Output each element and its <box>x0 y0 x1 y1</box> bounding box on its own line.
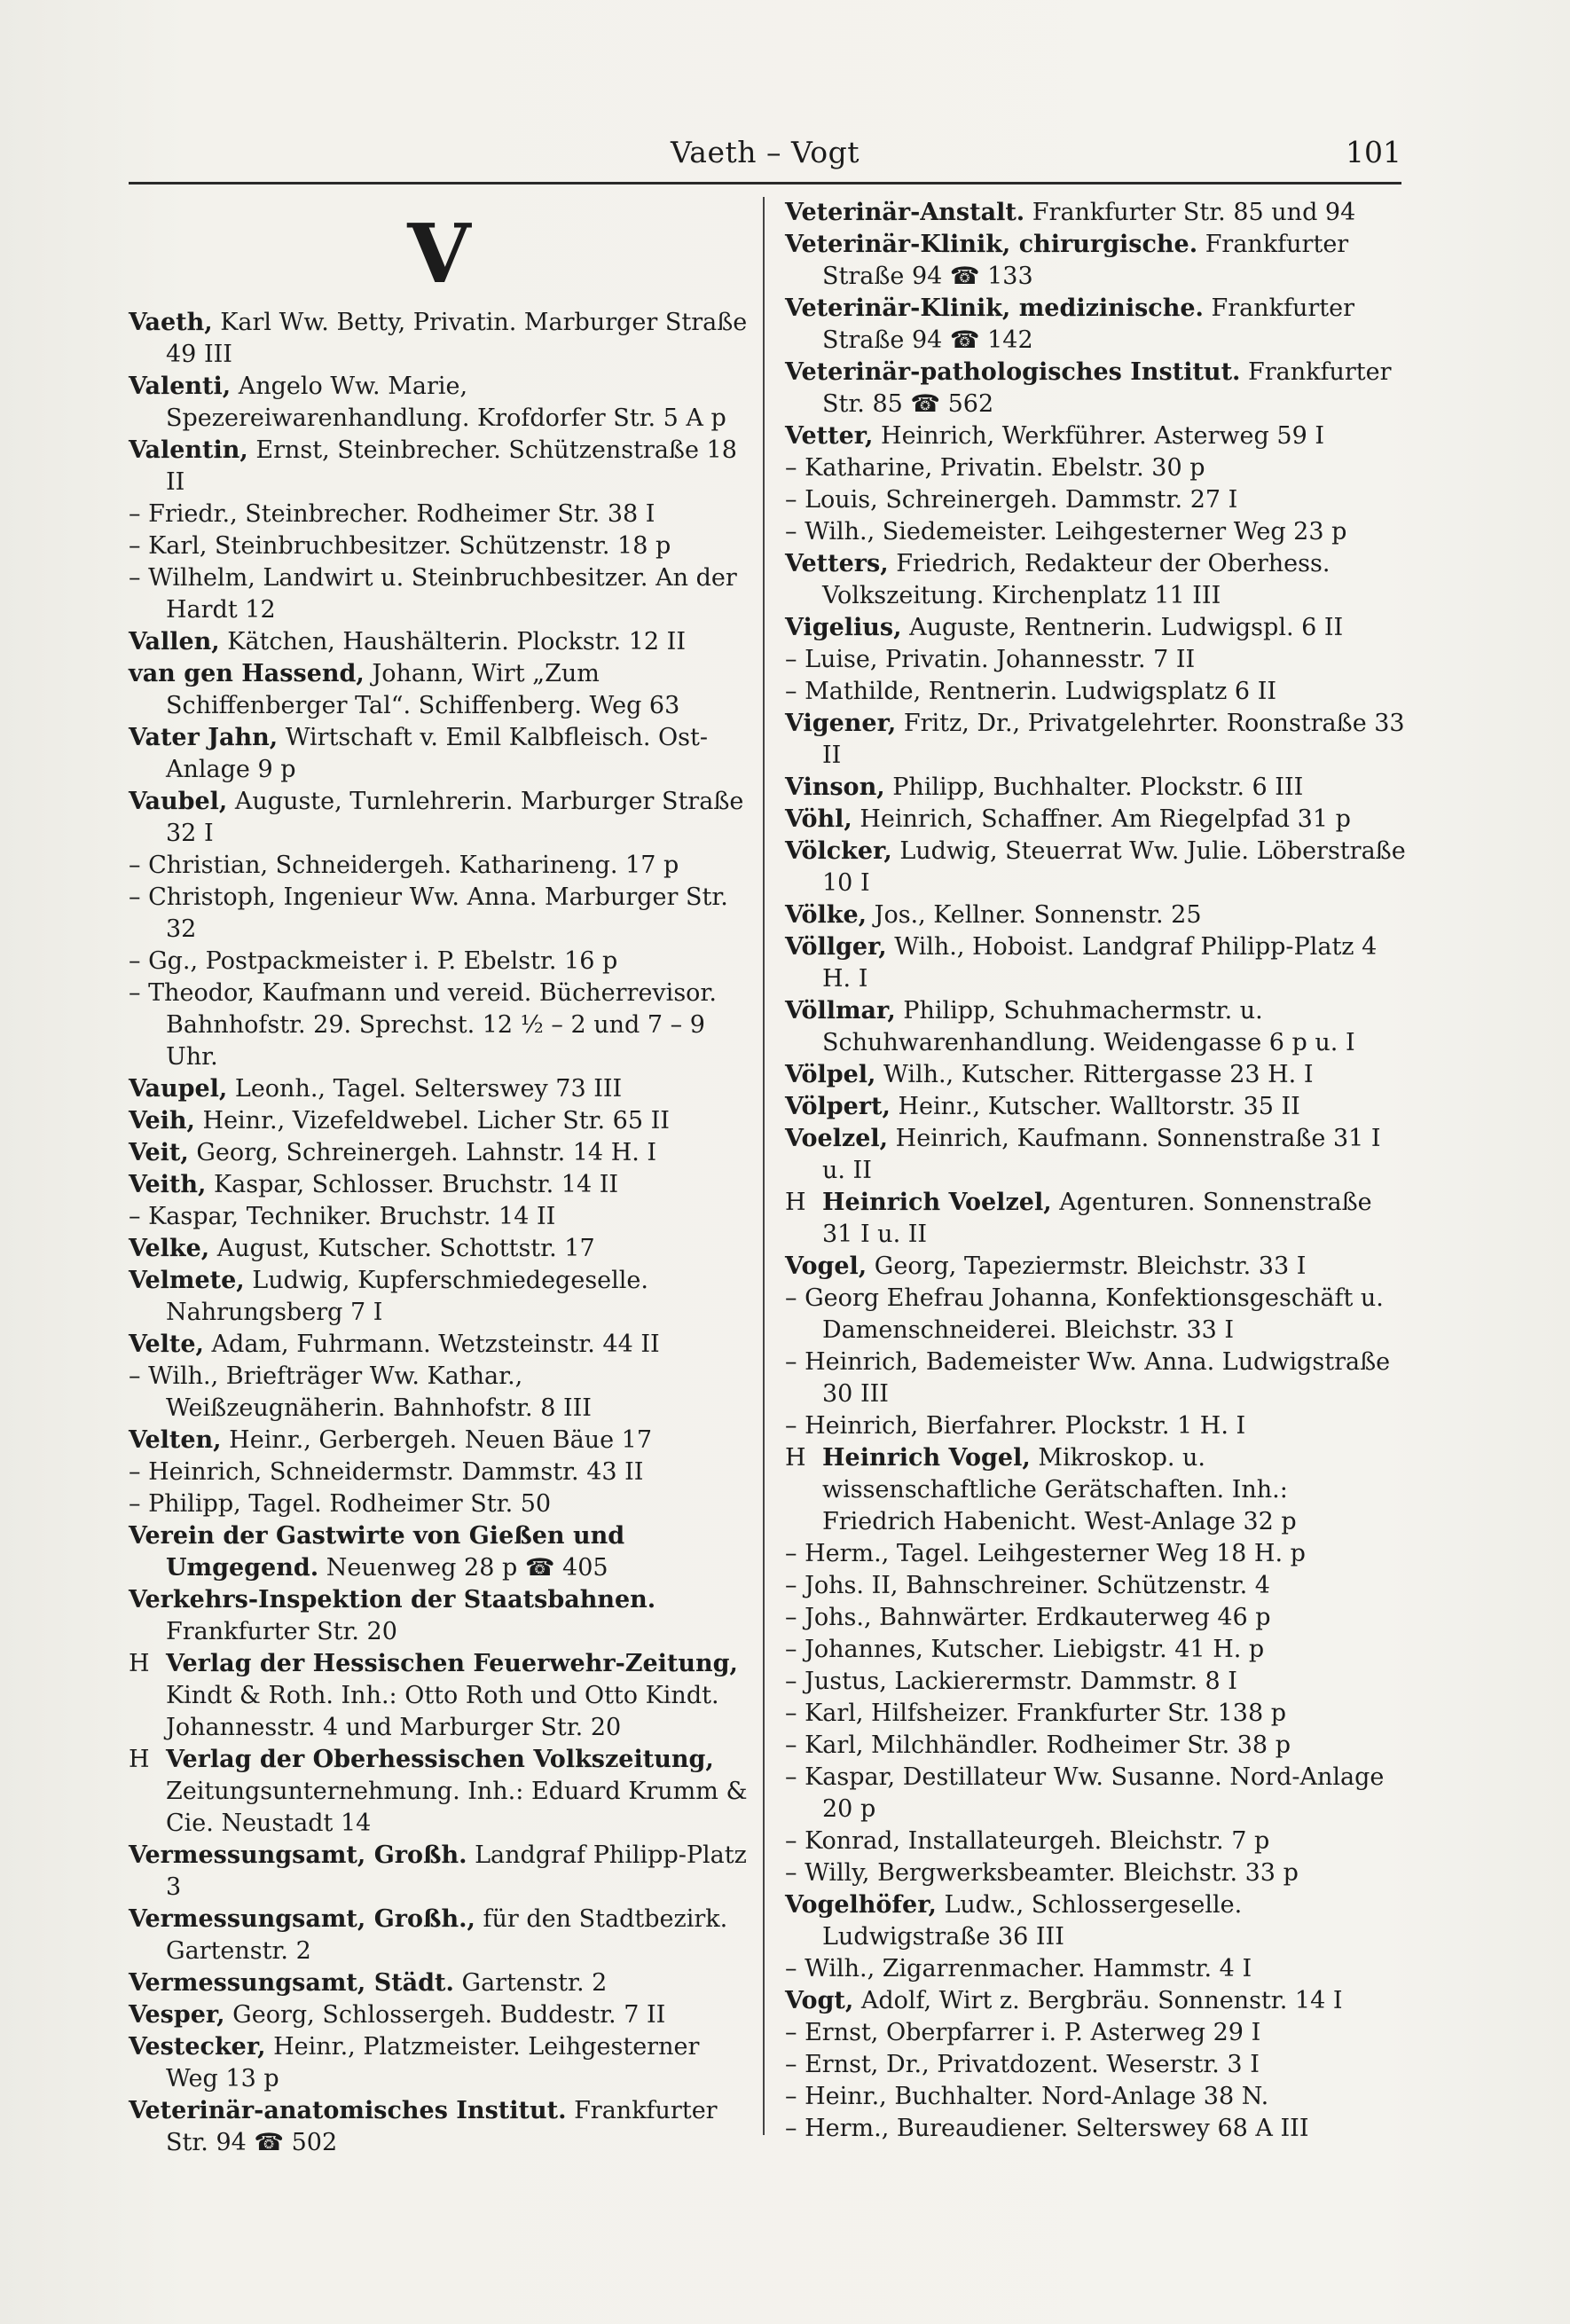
entry-details: Neuenweg 28 p ☎ 405 <box>318 1554 608 1582</box>
directory-entry <box>129 307 750 371</box>
entry-name: Verkehrs-Inspektion der Staatsbahnen. <box>129 1586 656 1613</box>
entry-details: – Wilh., Zigarrenmacher. Hammstr. 4 I <box>785 1955 1252 1982</box>
directory-entry <box>785 931 1406 995</box>
entry-details: Auguste, Turnlehrerin. Marburger Straße 32 I <box>166 788 744 847</box>
directory-entry <box>129 530 750 562</box>
entry-details: Angelo Ww. Marie, Spezereiwarenhandlung. Krofdorfer Str. 5 A p <box>166 373 726 432</box>
entry-details: Auguste, Rentnerin. Ludwigspl. 6 II <box>901 614 1344 641</box>
directory-entry <box>129 2095 750 2159</box>
directory-entry <box>129 1744 750 1840</box>
entry-name: Vaupel, <box>129 1075 228 1103</box>
entry-details: Heinr., Kutscher. Walltorstr. 35 II <box>890 1093 1300 1120</box>
entry-name: Vesper, <box>129 2001 225 2029</box>
directory-entry <box>785 420 1406 452</box>
directory-entry <box>129 850 750 882</box>
directory-entry <box>785 772 1406 804</box>
directory-entry <box>785 229 1406 293</box>
directory-entry <box>129 1137 750 1169</box>
entry-details: Jos., Kellner. Sonnenstr. 25 <box>867 901 1202 929</box>
directory-entry <box>129 435 750 499</box>
entry-name: Verein der Gastwirte von Gießen und Umgegend. <box>129 1522 625 1582</box>
entry-details: Ludwig, Kupferschmiedegeselle. Nahrungsberg 7 I <box>166 1267 648 1326</box>
directory-entry <box>785 2081 1406 2113</box>
entry-name: Heinrich Vogel, <box>822 1444 1031 1472</box>
entry-name: Vaubel, <box>129 788 228 815</box>
directory-entry <box>785 612 1406 644</box>
entry-marker: H <box>129 1746 150 1773</box>
directory-entry <box>129 1329 750 1361</box>
entry-name: Velten, <box>129 1426 222 1454</box>
entry-name: Völke, <box>785 901 867 929</box>
entry-details: – Ernst, Dr., Privatdozent. Weserstr. 3 I <box>785 2051 1260 2078</box>
entry-details: Kätchen, Haushälterin. Plockstr. 12 II <box>219 628 686 656</box>
entry-details: – Justus, Lackierermstr. Dammstr. 8 I <box>785 1668 1237 1695</box>
directory-entry <box>785 1953 1406 1985</box>
entry-details: – Heinrich, Bierfahrer. Plockstr. 1 H. I <box>785 1412 1246 1440</box>
entry-details: – Kaspar, Techniker. Bruchstr. 14 II <box>129 1203 556 1230</box>
right-column <box>785 197 1406 2145</box>
directory-entry <box>785 1091 1406 1123</box>
entry-name: Verlag der Hessischen Feuerwehr-Zeitung, <box>166 1650 738 1677</box>
entry-name: Vermessungsamt, Großh. <box>129 1841 467 1869</box>
entry-details: Zeitungsunternehmung. Inh.: Eduard Krumm & Cie. Neustadt 14 <box>166 1778 748 1837</box>
directory-entry <box>785 1442 1406 1538</box>
entry-details: Landgraf Philipp-Platz 3 <box>166 1841 747 1901</box>
directory-entry <box>785 1602 1406 1634</box>
entry-details: Gartenstr. 2 <box>453 1969 608 1997</box>
directory-entry <box>785 548 1406 612</box>
entry-name: Heinrich Voelzel, <box>822 1189 1052 1216</box>
entry-details: – Johs. II, Bahnschreiner. Schützenstr. 4 <box>785 1572 1270 1599</box>
entry-name: Völpert, <box>785 1093 891 1120</box>
entry-details: Heinr., Platzmeister. Leihgesterner Weg 13 p <box>166 2033 700 2092</box>
entry-name: Vinson, <box>785 773 885 801</box>
entry-name: Velke, <box>129 1235 210 1262</box>
entry-details: – Johs., Bahnwärter. Erdkauterweg 46 p <box>785 1604 1271 1631</box>
directory-entry <box>129 1456 750 1488</box>
directory-entry <box>785 516 1406 548</box>
entry-details: – Heinr., Buchhalter. Nord-Anlage 38 N. <box>785 2083 1269 2110</box>
entry-name: van gen Hassend, <box>129 660 365 687</box>
directory-entry <box>785 1730 1406 1762</box>
entry-details: – Philipp, Tagel. Rodheimer Str. 50 <box>129 1490 552 1518</box>
entry-details: Kaspar, Schlosser. Bruchstr. 14 II <box>206 1171 619 1198</box>
directory-entry <box>785 1889 1406 1953</box>
entry-details: Frankfurter Straße 94 ☎ 133 <box>822 231 1349 290</box>
entry-name: Völlger, <box>785 933 887 961</box>
entry-name: Vetters, <box>785 550 889 577</box>
entry-details: – Heinrich, Bademeister Ww. Anna. Ludwigstraße 30 III <box>785 1348 1391 1408</box>
directory-entry <box>129 1361 750 1425</box>
directory-entry <box>129 1265 750 1329</box>
directory-entry <box>785 357 1406 420</box>
entry-details: – Ernst, Oberpfarrer i. P. Asterweg 29 I <box>785 2019 1261 2046</box>
entry-name: Veit, <box>129 1139 189 1166</box>
entry-details: – Karl, Steinbruchbesitzer. Schützenstr. 18 p <box>129 532 671 560</box>
directory-entry <box>129 499 750 530</box>
entry-name: Verlag der Oberhessischen Volkszeitung, <box>166 1746 714 1773</box>
entry-details: Ludw., Schlossergeselle. Ludwigstraße 36 III <box>822 1891 1243 1951</box>
entry-name: Veterinär-anatomisches Institut. <box>129 2097 567 2124</box>
entry-name: Vigener, <box>785 710 897 737</box>
entry-details: – Gg., Postpackmeister i. P. Ebelstr. 16 p <box>129 947 618 975</box>
directory-entry <box>785 1123 1406 1187</box>
entry-name: Vater Jahn, <box>129 724 279 751</box>
directory-entry <box>129 786 750 850</box>
entry-name: Vaeth, <box>129 309 213 336</box>
entry-details: Wilh., Hoboist. Landgraf Philipp-Platz 4 H. I <box>822 933 1378 993</box>
entry-marker: H <box>785 1189 806 1216</box>
entry-details: – Louis, Schreinergeh. Dammstr. 27 I <box>785 486 1238 514</box>
directory-entry <box>785 293 1406 357</box>
entry-details: – Christian, Schneidergeh. Katharineng. 17 p <box>129 852 679 879</box>
directory-entry <box>129 1520 750 1584</box>
directory-entry <box>129 1073 750 1105</box>
entry-marker: H <box>129 1650 150 1677</box>
entry-name: Vogelhöfer, <box>785 1891 937 1919</box>
entry-name: Vestecker, <box>129 2033 266 2061</box>
entry-details: – Willy, Bergwerksbeamter. Bleichstr. 33 p <box>785 1859 1299 1887</box>
directory-entry <box>129 882 750 946</box>
entry-details: Heinr., Gerbergeh. Neuen Bäue 17 <box>221 1426 653 1454</box>
entry-name: Völlmar, <box>785 997 896 1025</box>
directory-entry <box>129 1233 750 1265</box>
directory-entry <box>129 626 750 658</box>
running-header <box>129 135 1401 179</box>
entry-name: Veterinär-pathologisches Institut. <box>785 358 1241 386</box>
entry-details: Agenturen. Sonnenstraße 31 I u. II <box>822 1189 1372 1248</box>
entry-details: – Johannes, Kutscher. Liebigstr. 41 H. p <box>785 1636 1265 1663</box>
directory-entry <box>129 1840 750 1904</box>
directory-entry <box>129 1488 750 1520</box>
left-column <box>129 197 750 2159</box>
directory-entry <box>785 1347 1406 1410</box>
entry-name: Völcker, <box>785 837 892 865</box>
entry-name: Valentin, <box>129 436 248 464</box>
entry-details: – Wilhelm, Landwirt u. Steinbruchbesitzer. An der Hardt 12 <box>129 564 737 624</box>
directory-entry <box>129 1967 750 1999</box>
entry-name: Vermessungsamt, Großh., <box>129 1905 475 1933</box>
directory-entry <box>129 1584 750 1648</box>
entry-name: Vöhl, <box>785 805 852 833</box>
entry-details: Georg, Schlossergeh. Buddestr. 7 II <box>224 2001 666 2029</box>
directory-entry <box>785 1762 1406 1825</box>
entry-details: Philipp, Buchhalter. Plockstr. 6 III <box>884 773 1304 801</box>
entry-details: – Kaspar, Destillateur Ww. Susanne. Nord-Anlage 20 p <box>785 1763 1385 1823</box>
entry-details: – Christoph, Ingenieur Ww. Anna. Marburger Str. 32 <box>129 883 728 943</box>
entry-details: Frankfurter Str. 85 und 94 <box>1024 199 1356 226</box>
entry-marker: H <box>785 1444 806 1472</box>
entry-details: – Theodor, Kaufmann und vereid. Bücherrevisor. Bahnhofstr. 29. Sprechst. 12 ½ – 2 und 7 – 9 Uhr. <box>129 979 717 1071</box>
entry-details: – Karl, Hilfsheizer. Frankfurter Str. 138 p <box>785 1700 1286 1727</box>
directory-entry <box>785 1538 1406 1570</box>
entry-details: Leonh., Tagel. Selterswey 73 III <box>227 1075 623 1103</box>
directory-entry <box>785 1410 1406 1442</box>
directory-entry <box>785 995 1406 1059</box>
entry-name: Veith, <box>129 1171 207 1198</box>
entry-name: Veterinär-Klinik, medizinische. <box>785 294 1204 322</box>
entry-details: Georg, Tapeziermstr. Bleichstr. 33 I <box>867 1252 1307 1280</box>
directory-entry <box>129 1904 750 1967</box>
directory-entry <box>785 452 1406 484</box>
entry-details: – Friedr., Steinbrecher. Rodheimer Str. 38 I <box>129 500 655 528</box>
entry-details: – Herm., Bureaudiener. Selterswey 68 A III <box>785 2115 1309 2142</box>
entry-name: Vermessungsamt, Städt. <box>129 1969 454 1997</box>
entry-details: Wilh., Kutscher. Rittergasse 23 H. I <box>875 1061 1314 1088</box>
entry-details: Frankfurter Str. 85 ☎ 562 <box>822 358 1392 418</box>
entry-name: Veterinär-Klinik, chirurgische. <box>785 231 1198 258</box>
entry-details: – Herm., Tagel. Leihgesterner Weg 18 H. p <box>785 1540 1306 1567</box>
entry-name: Vogt, <box>785 1987 854 2014</box>
entry-name: Velte, <box>129 1331 204 1358</box>
header-title: Vaeth – Vogt <box>670 135 860 169</box>
entry-details: – Georg Ehefrau Johanna, Konfektionsgeschäft u. Damenschneiderei. Bleichstr. 33 I <box>785 1284 1384 1344</box>
entry-details: Adam, Fuhrmann. Wetzsteinstr. 44 II <box>203 1331 660 1358</box>
entry-details: – Wilh., Siedemeister. Leihgesterner Weg 23 p <box>785 518 1347 546</box>
entry-details: Karl Ww. Betty, Privatin. Marburger Straße 49 III <box>166 309 748 368</box>
entry-details: Heinrich, Schaffner. Am Riegelpfad 31 p <box>852 805 1351 833</box>
entry-name: Velmete, <box>129 1267 245 1294</box>
directory-entry <box>785 2017 1406 2049</box>
directory-entry <box>785 2049 1406 2081</box>
directory-entry <box>785 804 1406 836</box>
entry-details: – Luise, Privatin. Johannesstr. 7 II <box>785 646 1196 673</box>
entry-details: Philipp, Schuhmachermstr. u. Schuhwarenhandlung. Weidengasse 6 p u. I <box>822 997 1355 1056</box>
entry-details: Johann, Wirt „Zum Schiffenberger Tal“. Schiffenberg. Weg 63 <box>166 660 680 719</box>
entry-details: Ernst, Steinbrecher. Schützenstraße 18 II <box>166 436 737 496</box>
entry-details: – Katharine, Privatin. Ebelstr. 30 p <box>785 454 1205 482</box>
entry-details: für den Stadtbezirk. Gartenstr. 2 <box>166 1905 728 1965</box>
directory-entry <box>785 676 1406 708</box>
directory-entry <box>129 2031 750 2095</box>
entry-details: Friedrich, Redakteur der Oberhess. Volkszeitung. Kirchenplatz 11 III <box>822 550 1331 609</box>
directory-entry <box>129 658 750 722</box>
entry-details: Heinr., Vizefeldwebel. Licher Str. 65 II <box>194 1107 670 1135</box>
directory-entry <box>785 2113 1406 2145</box>
entry-details: Frankfurter Str. 20 <box>166 1618 397 1645</box>
directory-entry <box>785 836 1406 899</box>
directory-entry <box>129 1105 750 1137</box>
entry-details: – Konrad, Installateurgeh. Bleichstr. 7 p <box>785 1827 1270 1855</box>
entry-details: – Wilh., Briefträger Ww. Kathar., Weißzeugnäherin. Bahnhofstr. 8 III <box>129 1362 592 1422</box>
entry-name: Vogel, <box>785 1252 867 1280</box>
directory-entry <box>785 1187 1406 1251</box>
directory-entry <box>785 1251 1406 1283</box>
directory-entry <box>785 1634 1406 1666</box>
entry-name: Valenti, <box>129 373 232 400</box>
entry-details: August, Kutscher. Schottstr. 17 <box>209 1235 595 1262</box>
entry-details: Mikroskop. u. wissenschaftliche Gerätschaften. Inh.: Friedrich Habenicht. West-Anlage 32 p <box>822 1444 1297 1535</box>
header-rule <box>129 182 1401 185</box>
entry-details: Wirtschaft v. Emil Kalbfleisch. Ost-Anlage 9 p <box>166 724 708 783</box>
entry-details: – Heinrich, Schneidermstr. Dammstr. 43 II <box>129 1458 644 1486</box>
directory-entry <box>785 1666 1406 1698</box>
entry-details: Heinrich, Werkführer. Asterweg 59 I <box>873 422 1324 450</box>
entry-details: Ludwig, Steuerrat Ww. Julie. Löberstraße 10 I <box>822 837 1406 897</box>
entry-details: Georg, Schreinergeh. Lahnstr. 14 H. I <box>188 1139 657 1166</box>
entry-name: Vallen, <box>129 628 220 656</box>
entry-name: Vetter, <box>785 422 874 450</box>
entry-name: Veih, <box>129 1107 195 1135</box>
entry-name: Vigelius, <box>785 614 902 641</box>
entry-details: Kindt & Roth. Inh.: Otto Roth und Otto Kindt. Johannesstr. 4 und Marburger Str. 20 <box>166 1682 719 1741</box>
entry-details: Fritz, Dr., Privatgelehrter. Roonstraße 33 II <box>822 710 1405 769</box>
directory-entry <box>129 1169 750 1201</box>
directory-entry <box>785 1059 1406 1091</box>
directory-entry <box>785 644 1406 676</box>
entry-details: Frankfurter Str. 94 ☎ 502 <box>166 2097 718 2156</box>
section-letter: V <box>407 206 471 302</box>
directory-entry <box>785 1985 1406 2017</box>
entry-name: Voelzel, <box>785 1125 889 1152</box>
page-number: 101 <box>1346 135 1401 169</box>
entry-details: – Mathilde, Rentnerin. Ludwigsplatz 6 II <box>785 678 1277 705</box>
directory-entry <box>785 1283 1406 1347</box>
directory-entry <box>785 1825 1406 1857</box>
entry-details: Frankfurter Straße 94 ☎ 142 <box>822 294 1355 354</box>
directory-entry <box>785 899 1406 931</box>
directory-entry <box>129 1425 750 1456</box>
directory-entry <box>129 946 750 977</box>
directory-entry <box>129 371 750 435</box>
directory-entry <box>785 708 1406 772</box>
entry-details: Heinrich, Kaufmann. Sonnenstraße 31 I u. II <box>822 1125 1381 1184</box>
directory-entry <box>785 197 1406 229</box>
directory-entry <box>129 1201 750 1233</box>
directory-entry <box>785 1857 1406 1889</box>
directory-entry <box>785 484 1406 516</box>
directory-entry <box>129 1999 750 2031</box>
directory-entry <box>129 722 750 786</box>
directory-entry <box>129 1648 750 1744</box>
entry-name: Völpel, <box>785 1061 876 1088</box>
entry-details: Adolf, Wirt z. Bergbräu. Sonnenstr. 14 I <box>853 1987 1343 2014</box>
entry-details: – Karl, Milchhändler. Rodheimer Str. 38 p <box>785 1731 1291 1759</box>
directory-entry <box>129 562 750 626</box>
directory-entry <box>129 977 750 1073</box>
entry-name: Veterinär-Anstalt. <box>785 199 1025 226</box>
column-divider <box>763 197 765 2135</box>
directory-entry <box>785 1698 1406 1730</box>
directory-entry <box>785 1570 1406 1602</box>
